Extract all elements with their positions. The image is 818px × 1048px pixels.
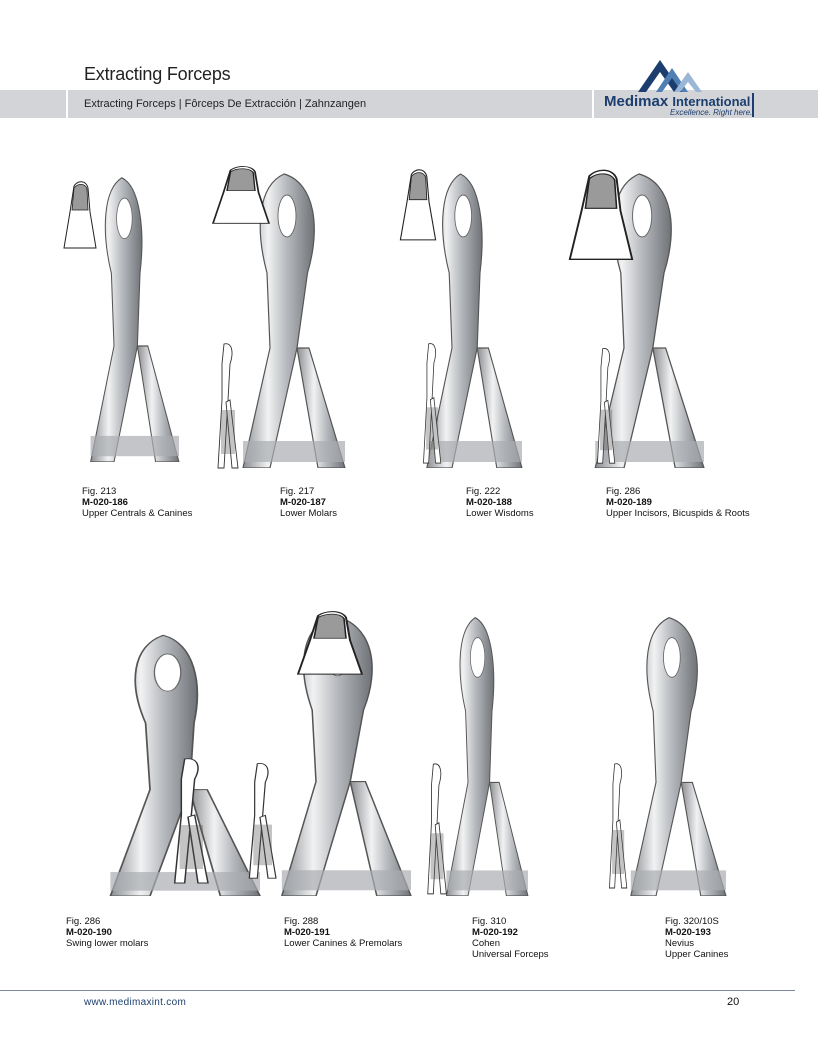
beak-profile-icon <box>206 165 276 225</box>
product-code: M-020-193 <box>665 927 711 938</box>
product-description: Lower Wisdoms <box>466 508 534 519</box>
forceps-sketch-icon <box>244 760 284 880</box>
product-description: Cohen <box>472 938 500 949</box>
footer-divider <box>0 990 795 991</box>
product-description: Lower Molars <box>280 508 338 519</box>
product-code: M-020-190 <box>66 927 112 938</box>
product-description: Lower Canines & Premolars <box>284 938 403 949</box>
beak-profile-icon <box>290 610 370 676</box>
product-description: Universal Forceps <box>472 949 549 960</box>
product-code: M-020-189 <box>606 497 652 508</box>
product-code: M-020-187 <box>280 497 326 508</box>
product-caption <box>66 916 148 949</box>
logo-divider <box>752 93 754 117</box>
page-title: Extracting Forceps <box>84 64 231 84</box>
product-description: Nevius <box>665 938 695 949</box>
product-caption <box>472 916 549 960</box>
brand-suffix: International <box>672 94 751 109</box>
product-caption <box>280 486 337 519</box>
product-caption <box>82 486 192 519</box>
figure-number: Fig. 310 <box>472 916 507 927</box>
forceps-sketch-icon <box>424 760 452 896</box>
figure-number: Fig. 222 <box>466 486 501 497</box>
forceps-sketch-icon <box>420 340 446 465</box>
product-code: M-020-191 <box>284 927 330 938</box>
figure-number: Fig. 213 <box>82 486 117 497</box>
brand-word: Medimax <box>604 93 669 110</box>
forceps-sketch-icon <box>214 340 244 470</box>
figure-number: Fig. 288 <box>284 916 319 927</box>
product-code: M-020-186 <box>82 497 128 508</box>
footer-url[interactable]: www.medimaxint.com <box>84 997 187 1008</box>
page-number: 20 <box>727 996 740 1008</box>
beak-profile-icon <box>60 180 100 250</box>
figure-number: Fig. 286 <box>606 486 641 497</box>
product-caption <box>606 486 750 519</box>
product-caption <box>466 486 534 519</box>
beak-profile-icon <box>562 168 640 262</box>
product-caption <box>665 916 728 960</box>
product-description: Upper Canines <box>665 949 729 960</box>
product-description: Upper Incisors, Bicuspids & Roots <box>606 508 750 519</box>
figure-number: Fig. 320/10S <box>665 916 719 927</box>
product-description: Swing lower molars <box>66 938 149 949</box>
figure-number: Fig. 286 <box>66 916 101 927</box>
figure-number: Fig. 217 <box>280 486 315 497</box>
brand-tagline: Excellence. Right here. <box>670 108 753 117</box>
forceps-sketch-icon <box>594 345 620 465</box>
product-description: Upper Centrals & Canines <box>82 508 193 519</box>
forceps-sketch-icon <box>606 760 632 890</box>
band-divider <box>592 90 594 118</box>
page-subtitle: Extracting Forceps | Fôrceps De Extracción | Zahnzangen <box>84 98 367 110</box>
beak-profile-icon <box>396 168 440 242</box>
band-divider <box>66 90 68 118</box>
forceps-sketch-icon <box>168 755 218 885</box>
product-code: M-020-188 <box>466 497 512 508</box>
product-caption <box>284 916 402 949</box>
product-code: M-020-192 <box>472 927 518 938</box>
